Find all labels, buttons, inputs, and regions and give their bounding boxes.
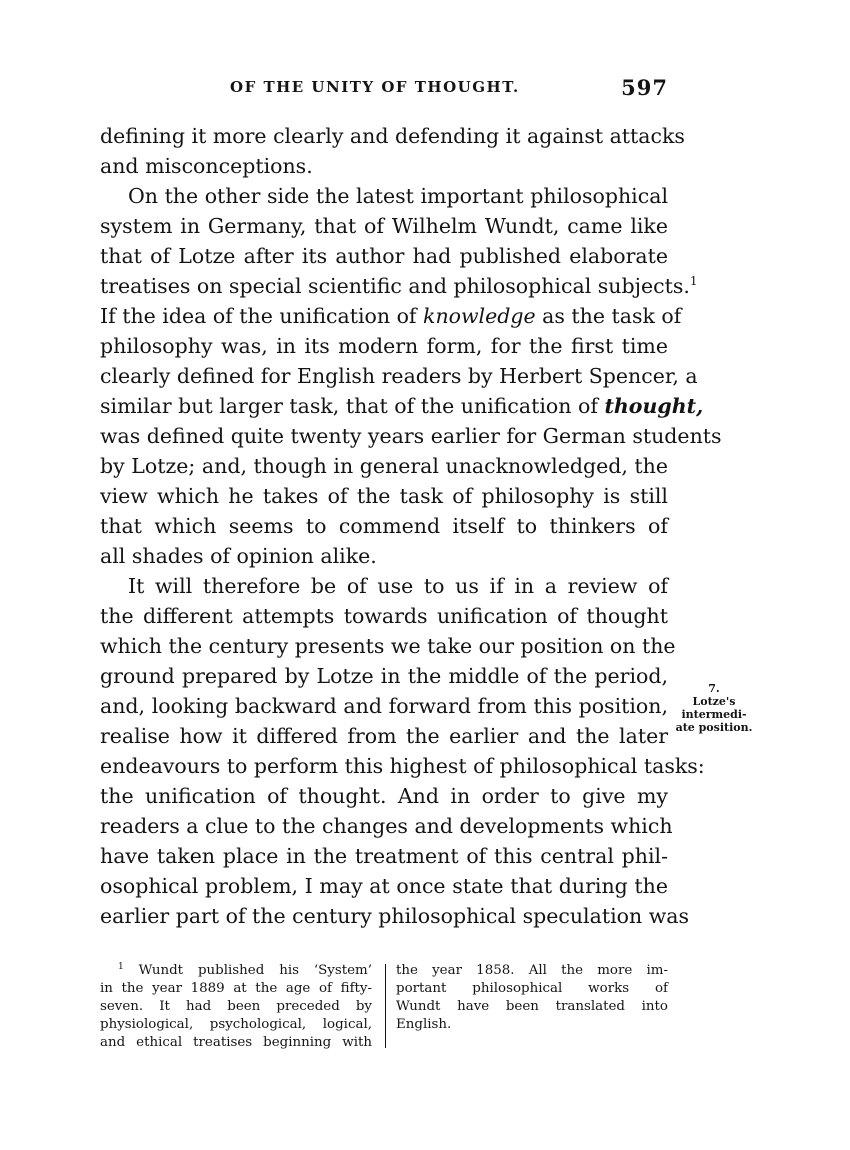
text-fragment: as the task of [542,304,682,328]
footnote-line: English. [396,1017,452,1032]
footnote-line: and ethical treatises beginning with [100,1035,372,1050]
footnote-line: in the year 1889 at the age of fifty- [100,981,372,996]
text-fragment: If the idea of the unification of [100,304,417,328]
emphasis-thought: thought, [604,394,704,418]
text-line: defining it more clearly and defending it against attacks [100,124,685,148]
footnote-column-divider [385,964,386,1048]
text-line: clearly defined for English readers by Herbert Spencer, a [100,364,698,388]
footnote-column-left [100,962,372,1052]
margin-note-number: 7. [708,682,720,695]
text-line: which the century presents we take our position on the [100,634,676,658]
footnote-line: physiological, psychological, logical, [100,1017,372,1032]
margin-note-line: Lotze's [692,695,736,708]
footnote-line: portant philosophical works of [396,981,668,996]
footnote-reference: 1 [689,274,698,288]
text-line: that of Lotze after its author had published elaborate [100,244,668,268]
text-line: all shades of opinion alike. [100,544,377,568]
text-line: by Lotze; and, though in general unacknowledged, the [100,454,668,478]
footnote-line: the year 1858. All the more im- [396,963,668,978]
emphasis-knowledge: knowledge [423,304,536,328]
margin-note [674,682,754,734]
text-line: philosophy was, in its modern form, for the first time [100,334,668,358]
running-head: OF THE UNITY OF THOUGHT. [230,78,520,96]
text-line: readers a clue to the changes and developments which [100,814,673,838]
text-fragment: Wundt published his ‘System’ [138,963,372,978]
footnote-line: Wundt have been translated into [396,999,668,1014]
footnote-column-right [396,962,668,1034]
footnote-marker: 1 [118,962,124,972]
margin-note-line: intermedi- [681,708,747,721]
text-line: osophical problem, I may at once state that during the [100,874,668,898]
text-line: the different attempts towards unification of thought [100,604,668,628]
page-number: 597 [621,75,668,100]
text-fragment: treatises on special scientific and philosophical subjects. [100,274,690,298]
text-line: that which seems to commend itself to thinkers of [100,514,668,538]
text-line: have taken place in the treatment of this central phil- [100,844,668,868]
text-line: system in Germany, that of Wilhelm Wundt, came like [100,214,668,238]
text-line: and, looking backward and forward from this position, [100,694,668,718]
margin-note-line: ate position. [675,721,753,734]
text-line: and misconceptions. [100,154,313,178]
text-line [100,271,698,301]
text-line: It will therefore be of use to us if in a review of [128,574,668,598]
text-line: was defined quite twenty years earlier for German students [100,424,722,448]
text-line [100,391,704,421]
text-line: ground prepared by Lotze in the middle of the period, [100,664,668,688]
text-line: view which he takes of the task of philosophy is still [100,484,668,508]
footnote [100,962,668,1052]
text-line: realise how it differed from the earlier and the later [100,724,668,748]
text-line: the unification of thought. And in order to give my [100,784,668,808]
footnote-line: seven. It had been preceded by [100,999,372,1014]
page-header [100,75,668,101]
text-fragment: similar but larger task, that of the unification of [100,394,598,418]
text-line: endeavours to perform this highest of philosophical tasks: [100,754,705,778]
text-line: earlier part of the century philosophical speculation was [100,904,689,928]
text-line: On the other side the latest important philosophical [128,184,668,208]
text-line [100,301,682,331]
footnote-line [100,962,372,980]
